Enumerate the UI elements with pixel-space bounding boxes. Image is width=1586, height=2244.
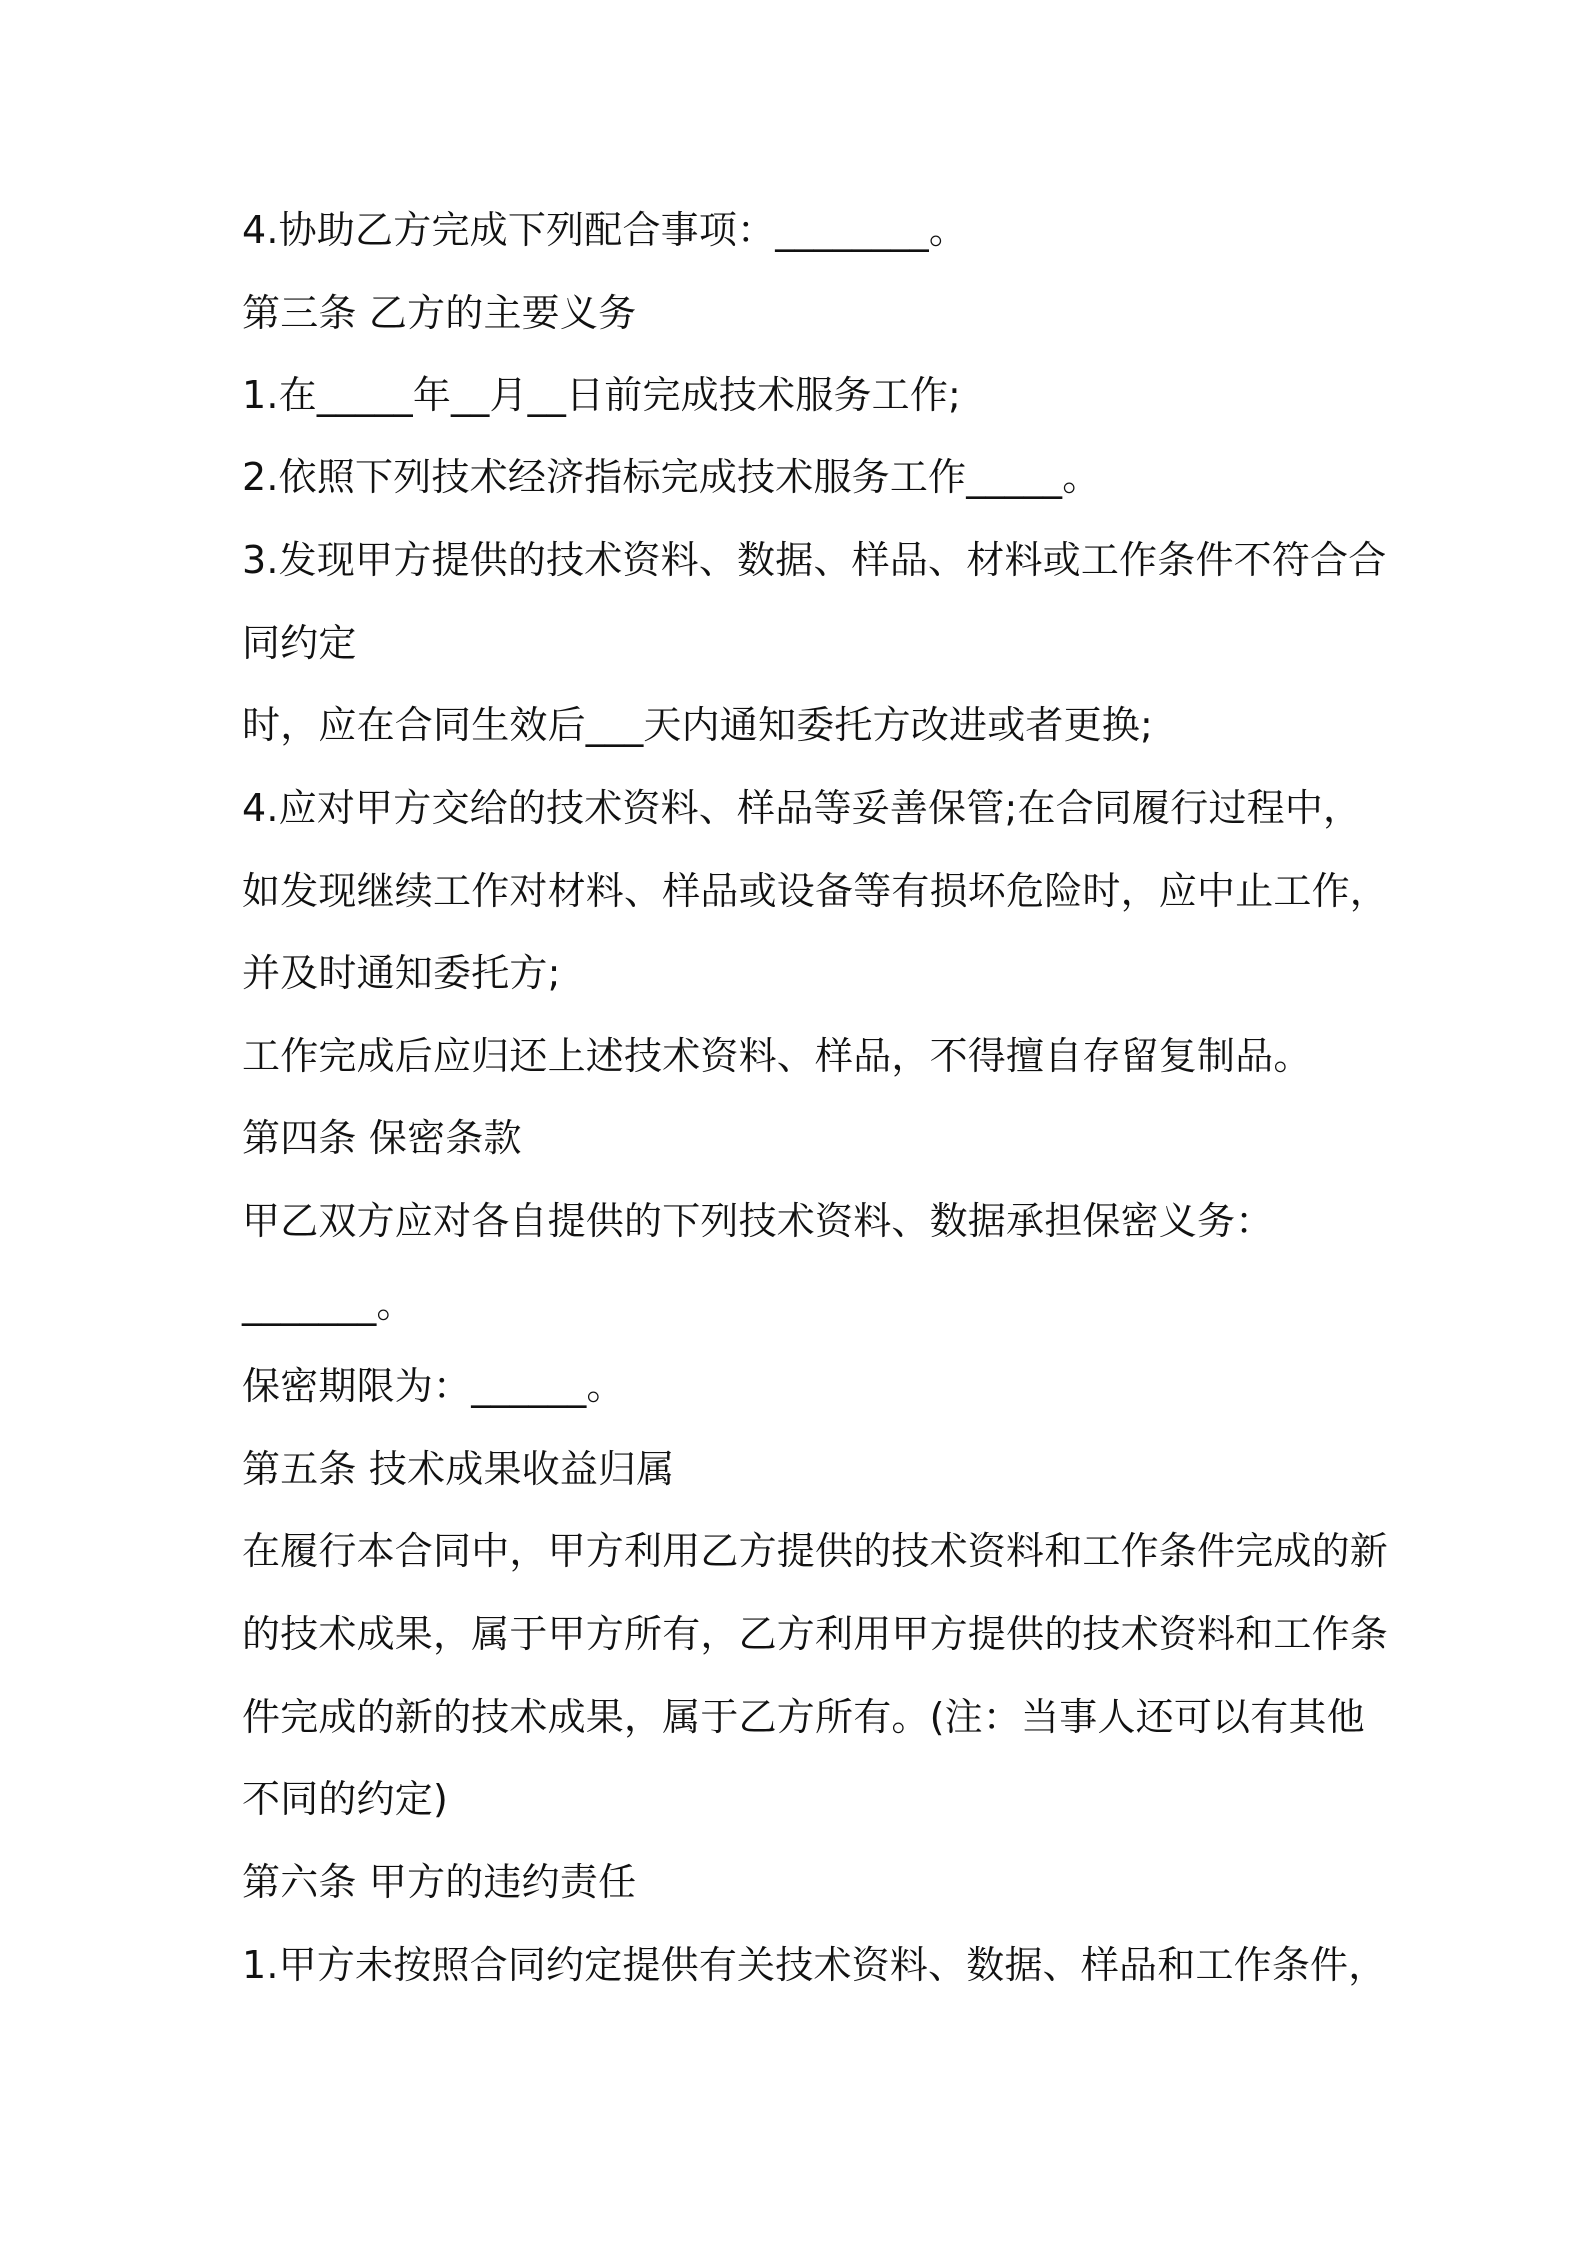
paragraph-item-4-cooperation: 4.协助乙方完成下列配合事项：________。 bbox=[242, 208, 968, 252]
paragraph-item-2-indicators: 2.依照下列技术经济指标完成技术服务工作_____。 bbox=[242, 455, 1101, 499]
paragraph-item-3-line-2: 同约定 bbox=[242, 621, 357, 665]
paragraph-return-materials: 工作完成后应归还上述技术资料、样品，不得擅自存留复制品。 bbox=[242, 1034, 1312, 1078]
paragraph-confidentiality: 甲乙双方应对各自提供的下列技术资料、数据承担保密义务： bbox=[242, 1199, 1274, 1243]
paragraph-ownership-line-4: 不同的约定) bbox=[242, 1777, 449, 1821]
paragraph-confidential-blank: _______。 bbox=[242, 1282, 415, 1326]
paragraph-breach-item-1: 1.甲方未按照合同约定提供有关技术资料、数据、样品和工作条件， bbox=[242, 1943, 1387, 1987]
paragraph-item-4-line-1: 4.应对甲方交给的技术资料、样品等妥善保管;在合同履行过程中， bbox=[242, 786, 1362, 830]
article-6-heading: 第六条 甲方的违约责任 bbox=[242, 1860, 637, 1904]
paragraph-ownership-line-1: 在履行本合同中，甲方利用乙方提供的技术资料和工作条件完成的新 bbox=[242, 1529, 1389, 1573]
paragraph-item-1-deadline: 1.在_____年__月__日前完成技术服务工作; bbox=[242, 373, 962, 417]
paragraph-item-3-line-3: 时，应在合同生效后___天内通知委托方改进或者更换; bbox=[242, 703, 1154, 747]
paragraph-ownership-line-2: 的技术成果，属于甲方所有，乙方利用甲方提供的技术资料和工作条 bbox=[242, 1612, 1389, 1656]
article-5-heading: 第五条 技术成果收益归属 bbox=[242, 1447, 675, 1491]
article-3-heading: 第三条 乙方的主要义务 bbox=[242, 291, 637, 335]
paragraph-ownership-line-3: 件完成的新的技术成果，属于乙方所有。(注：当事人还可以有其他 bbox=[242, 1695, 1365, 1739]
paragraph-item-4-line-2: 如发现继续工作对材料、样品或设备等有损坏危险时，应中止工作， bbox=[242, 869, 1389, 913]
article-4-heading: 第四条 保密条款 bbox=[242, 1116, 522, 1160]
paragraph-item-3-line-1: 3.发现甲方提供的技术资料、数据、样品、材料或工作条件不符合合 bbox=[242, 538, 1387, 582]
paragraph-confidentiality-term: 保密期限为：______。 bbox=[242, 1364, 625, 1408]
paragraph-item-4-line-3: 并及时通知委托方; bbox=[242, 951, 561, 995]
